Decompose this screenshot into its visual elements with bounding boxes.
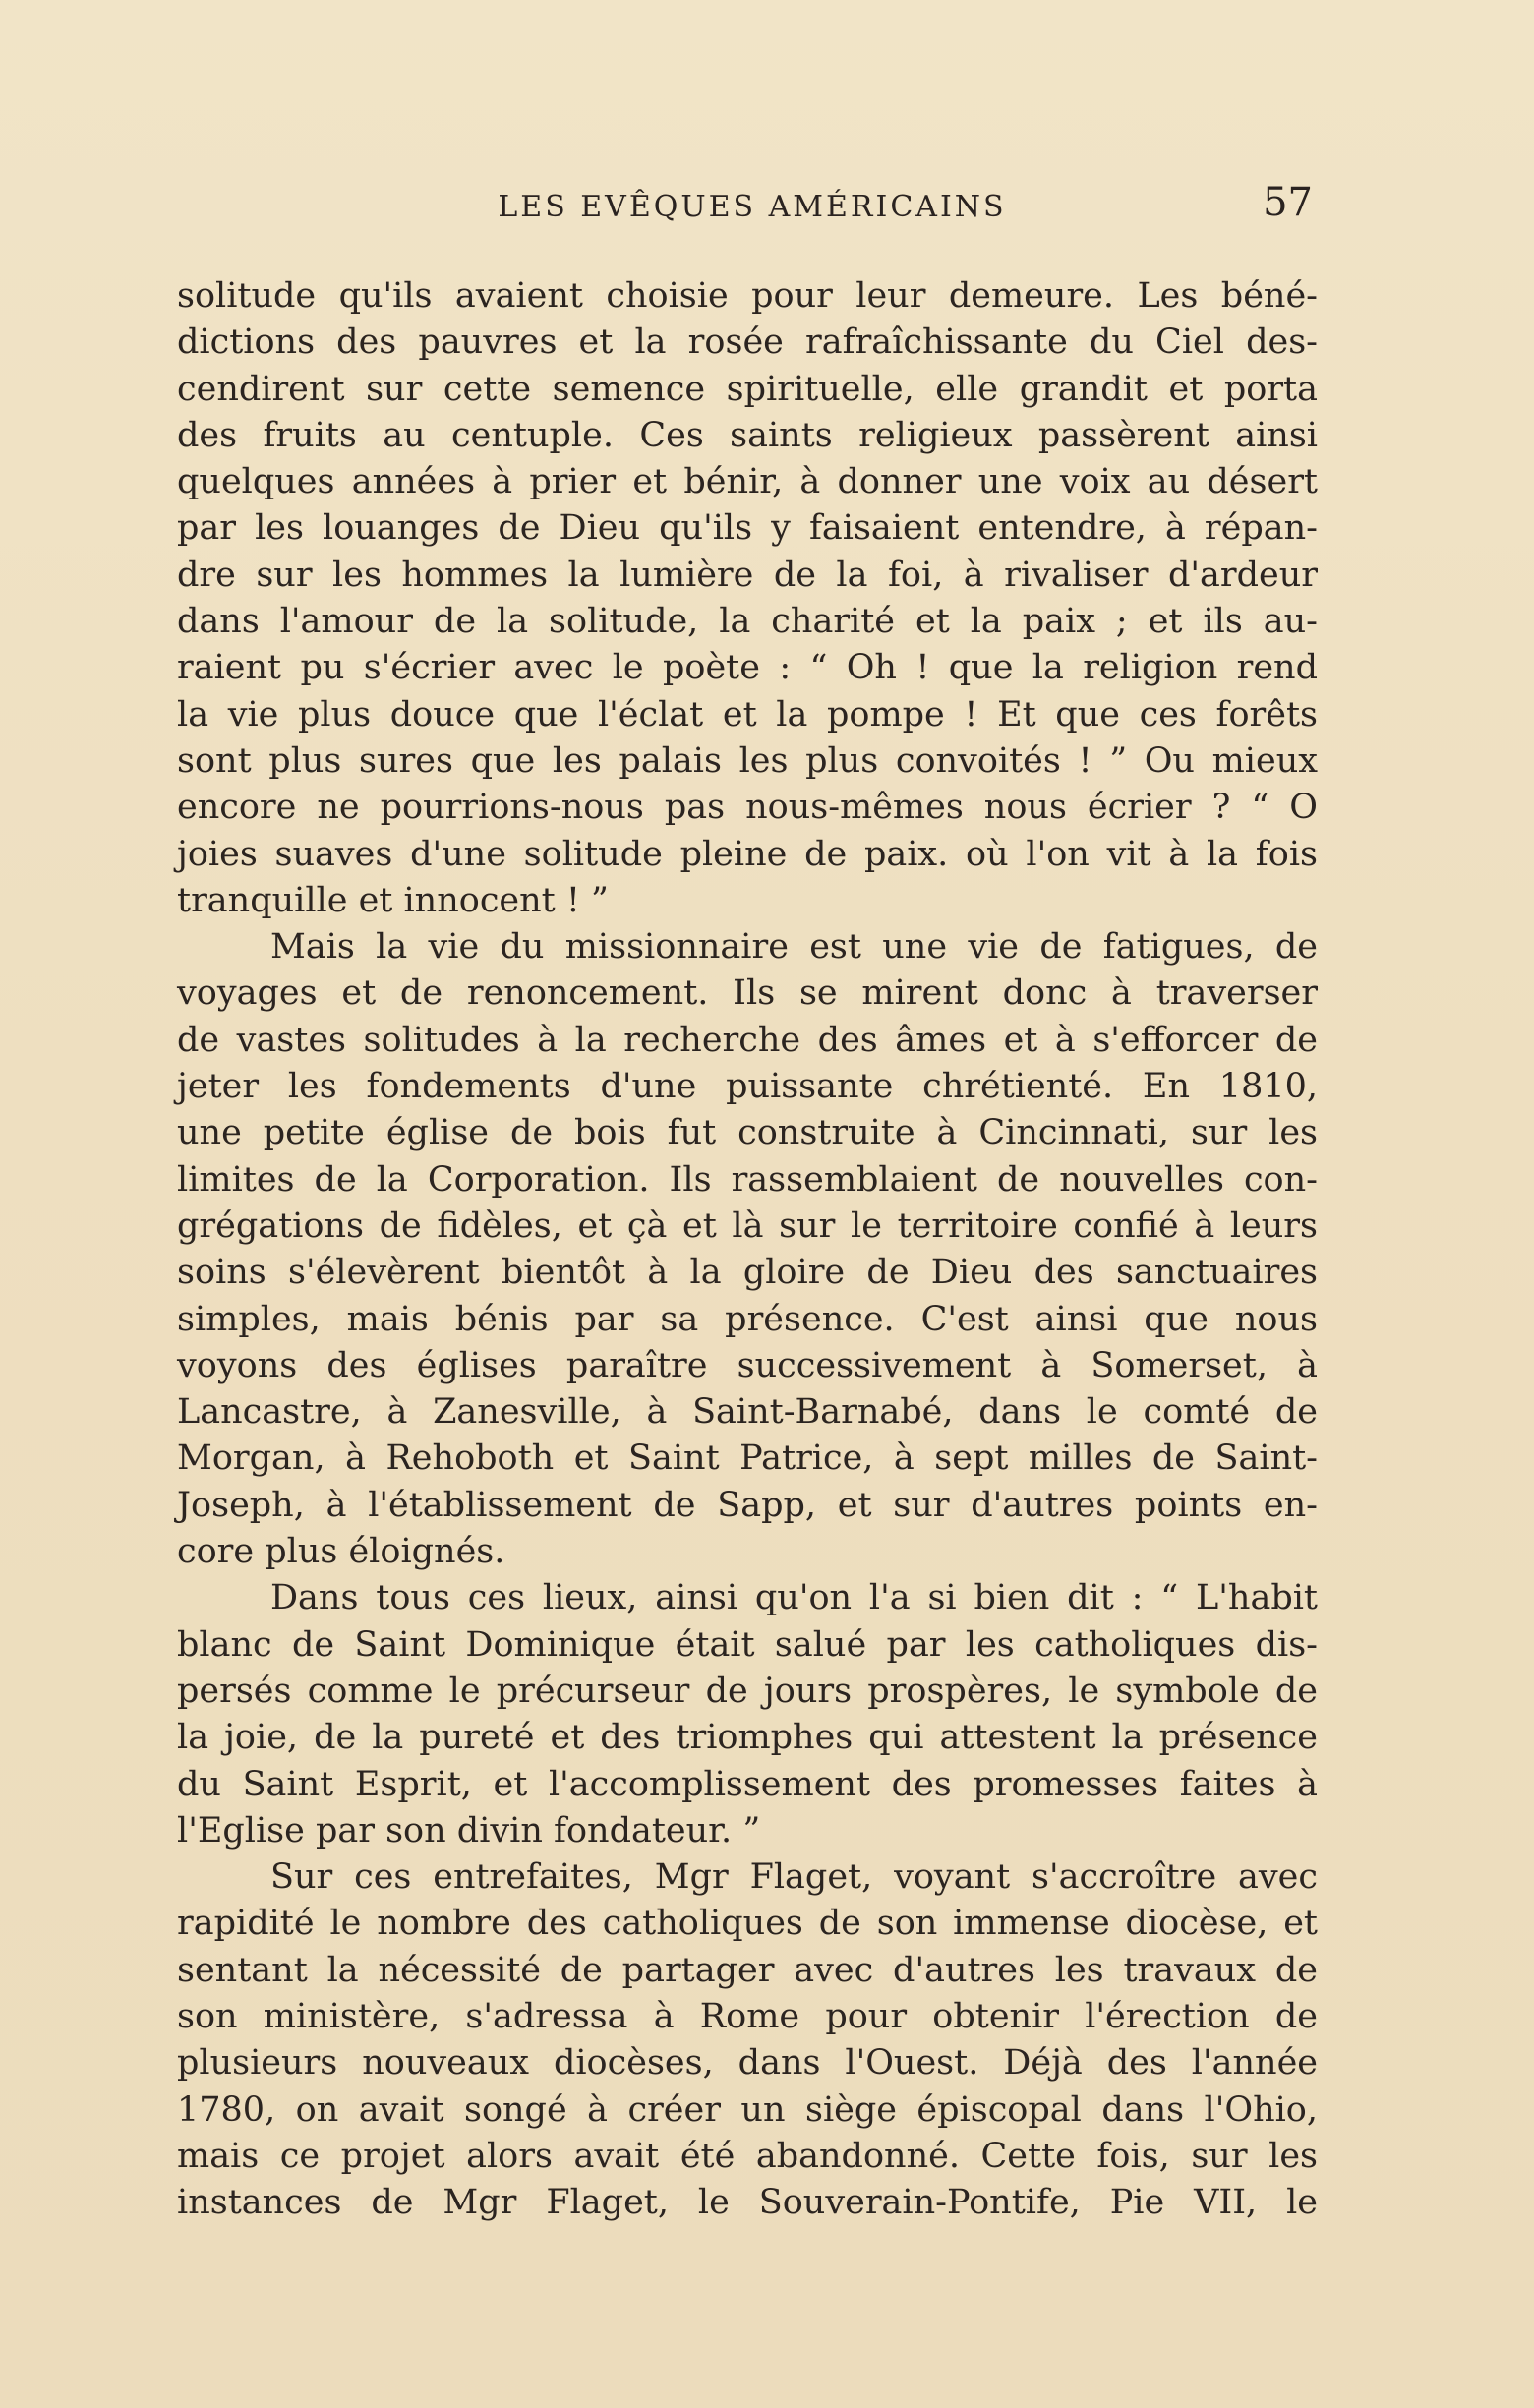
text-line: Dans tous ces lieux, ainsi qu'on l'a si bien dit : “ L'habit bbox=[270, 1578, 1318, 1618]
text-line: solitude qu'ils avaient choisie pour leur demeure. Les béné- bbox=[177, 276, 1318, 316]
text-line: persés comme le précurseur de jours prospères, le symbole de bbox=[177, 1671, 1318, 1711]
text-line: Morgan, à Rehoboth et Saint Patrice, à sept milles de Saint- bbox=[177, 1439, 1318, 1479]
page-number: 57 bbox=[1263, 180, 1313, 225]
text-line: l'Eglise par son divin fondateur. ” bbox=[177, 1810, 761, 1850]
text-line: blanc de Saint Dominique était salué par les catholiques dis- bbox=[177, 1624, 1318, 1665]
text-line: rapidité le nombre des catholiques de son immense diocèse, et bbox=[177, 1904, 1318, 1944]
text-line: du Saint Esprit, et l'accomplissement des promesses faites à bbox=[177, 1764, 1318, 1804]
text-line: dictions des pauvres et la rosée rafraîchissante du Ciel des- bbox=[177, 323, 1318, 363]
text-line: la joie, de la pureté et des triomphes qui attestent la présence bbox=[177, 1718, 1318, 1758]
text-line: plusieurs nouveaux diocèses, dans l'Ouest. Déjà des l'année bbox=[177, 2043, 1318, 2084]
text-line: core plus éloignés. bbox=[177, 1532, 505, 1572]
text-line: jeter les fondements d'une puissante chrétienté. En 1810, bbox=[177, 1067, 1318, 1107]
text-line: Sur ces entrefaites, Mgr Flaget, voyant s'accroître avec bbox=[270, 1857, 1318, 1898]
text-line: Mais la vie du missionnaire est une vie de fatigues, de bbox=[270, 927, 1318, 968]
text-line: encore ne pourrions-nous pas nous-mêmes nous écrier ? “ O bbox=[177, 788, 1318, 828]
running-head: LES EVÊQUES AMÉRICAINS bbox=[498, 190, 1007, 224]
text-line: raient pu s'écrier avec le poète : “ Oh ! que la religion rend bbox=[177, 648, 1318, 688]
text-line: grégations de fidèles, et çà et là sur le territoire confié à leurs bbox=[177, 1205, 1318, 1246]
text-line: une petite église de bois fut construite à Cincinnati, sur les bbox=[177, 1113, 1318, 1153]
text-line: voyages et de renoncement. Ils se mirent donc à traverser bbox=[177, 973, 1318, 1014]
text-line: dans l'amour de la solitude, la charité et la paix ; et ils au- bbox=[177, 602, 1318, 642]
text-line: la vie plus douce que l'éclat et la pompe ! Et que ces forêts bbox=[177, 694, 1318, 734]
page-header bbox=[177, 180, 1328, 239]
text-line: cendirent sur cette semence spirituelle, elle grandit et porta bbox=[177, 369, 1318, 409]
text-line: Joseph, à l'établissement de Sapp, et sur d'autres points en- bbox=[177, 1485, 1318, 1525]
text-line: mais ce projet alors avait été abandonné. Cette fois, sur les bbox=[177, 2136, 1318, 2176]
text-line: joies suaves d'une solitude pleine de paix. où l'on vit à la fois bbox=[177, 834, 1318, 874]
text-line: son ministère, s'adressa à Rome pour obtenir l'érection de bbox=[177, 1996, 1318, 2036]
text-line: de vastes solitudes à la recherche des âmes et à s'efforcer de bbox=[177, 1020, 1318, 1060]
text-line: des fruits au centuple. Ces saints religieux passèrent ainsi bbox=[177, 415, 1318, 455]
text-line: simples, mais bénis par sa présence. C'est ainsi que nous bbox=[177, 1299, 1318, 1339]
text-line: sentant la nécessité de partager avec d'autres les travaux de bbox=[177, 1950, 1318, 1990]
body-text bbox=[177, 273, 1318, 2226]
text-line: instances de Mgr Flaget, le Souverain-Pontife, Pie VII, le bbox=[177, 2183, 1318, 2223]
text-line: sont plus sures que les palais les plus convoités ! ” Ou mieux bbox=[177, 740, 1318, 781]
text-line: tranquille et innocent ! ” bbox=[177, 880, 609, 920]
text-line: soins s'élevèrent bientôt à la gloire de Dieu des sanctuaires bbox=[177, 1253, 1318, 1293]
text-line: voyons des églises paraître successivement à Somerset, à bbox=[177, 1345, 1318, 1385]
text-line: 1780, on avait songé à créer un siège épiscopal dans l'Ohio, bbox=[177, 2089, 1318, 2130]
text-line: limites de la Corporation. Ils rassemblaient de nouvelles con- bbox=[177, 1159, 1318, 1200]
text-line: dre sur les hommes la lumière de la foi, à rivaliser d'ardeur bbox=[177, 555, 1318, 595]
text-line: quelques années à prier et bénir, à donner une voix au désert bbox=[177, 462, 1318, 502]
text-line: Lancastre, à Zanesville, à Saint-Barnabé, dans le comté de bbox=[177, 1392, 1318, 1433]
text-line: par les louanges de Dieu qu'ils y faisaient entendre, à répan- bbox=[177, 508, 1318, 549]
